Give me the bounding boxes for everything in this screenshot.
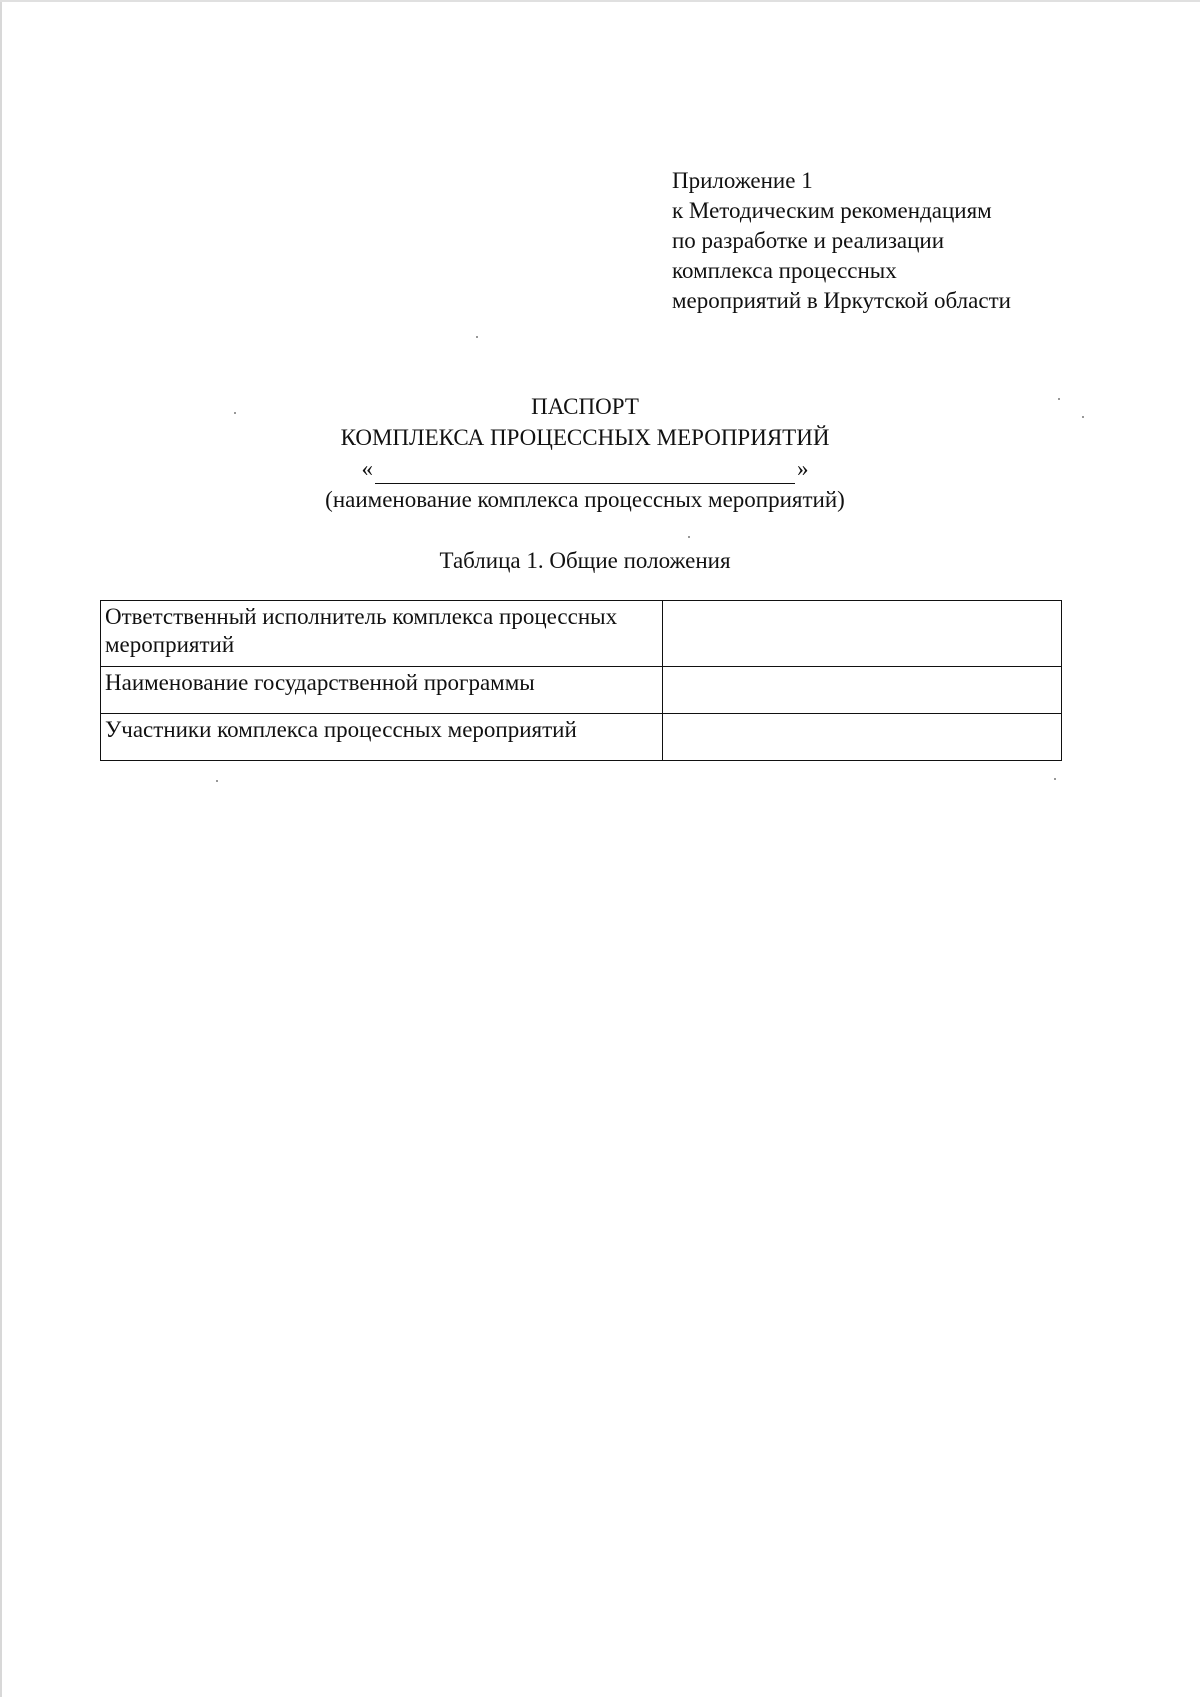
document-title: ПАСПОРТ bbox=[531, 394, 639, 419]
row-label: Участники комплекса процессных мероприятий bbox=[101, 714, 663, 761]
name-field-caption: (наименование комплекса процессных мероприятий) bbox=[325, 487, 845, 512]
scan-edge-top bbox=[0, 0, 1200, 2]
appendix-line: Приложение 1 bbox=[672, 168, 813, 193]
row-label: Ответственный исполнитель комплекса процессных мероприятий bbox=[101, 601, 663, 667]
appendix-line: комплекса процессных bbox=[672, 258, 897, 283]
table-row bbox=[101, 601, 1062, 667]
table-caption: Таблица 1. Общие положения bbox=[439, 548, 731, 573]
row-value bbox=[663, 714, 1062, 761]
scan-speck bbox=[1054, 778, 1056, 780]
row-value bbox=[663, 667, 1062, 714]
scan-speck bbox=[234, 412, 236, 414]
table-row bbox=[101, 714, 1062, 761]
appendix-line: мероприятий в Иркутской области bbox=[672, 288, 1011, 313]
open-quote: « bbox=[361, 456, 373, 481]
scan-speck bbox=[688, 536, 690, 538]
scan-speck bbox=[216, 780, 218, 782]
name-field-line bbox=[200, 454, 970, 484]
row-value bbox=[663, 601, 1062, 667]
appendix-note bbox=[672, 166, 1092, 316]
scan-edge-left bbox=[0, 0, 2, 1697]
document-subtitle: КОМПЛЕКСА ПРОЦЕССНЫХ МЕРОПРИЯТИЙ bbox=[340, 425, 830, 450]
name-blank-underline bbox=[375, 461, 795, 484]
general-provisions-table bbox=[100, 600, 1062, 761]
appendix-line: к Методическим рекомендациям bbox=[672, 198, 992, 223]
row-label: Наименование государственной программы bbox=[101, 667, 663, 714]
close-quote: » bbox=[797, 456, 809, 481]
scan-speck bbox=[1058, 398, 1060, 400]
scan-speck bbox=[476, 336, 478, 338]
table-row bbox=[101, 667, 1062, 714]
scan-speck bbox=[1082, 416, 1084, 418]
appendix-line: по разработке и реализации bbox=[672, 228, 945, 253]
